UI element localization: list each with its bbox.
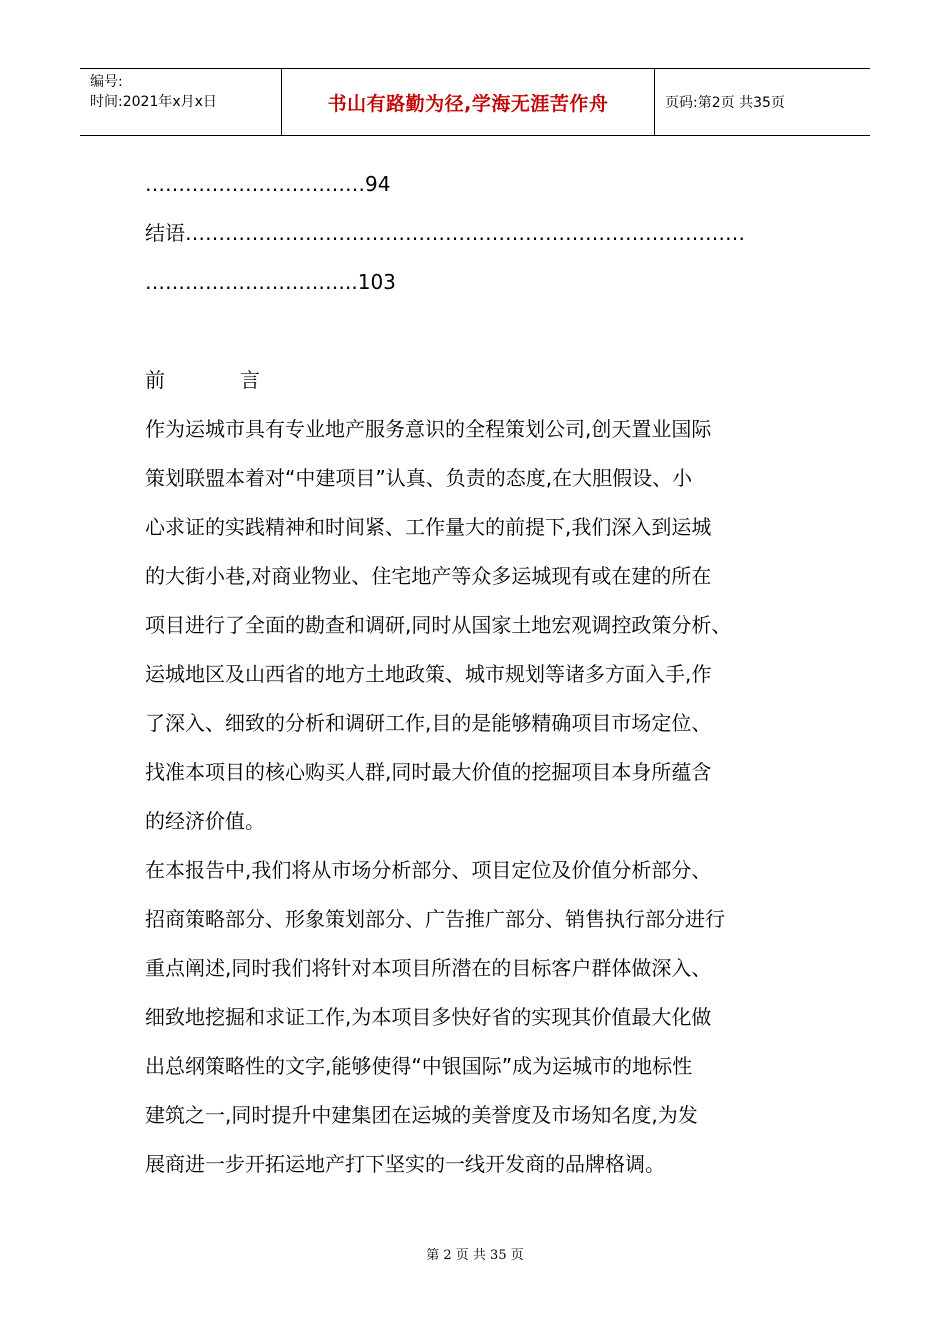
header-motto-cell bbox=[282, 69, 655, 135]
paragraph-line: 重点阐述,同时我们将针对本项目所潜在的目标客户群体做深入、 bbox=[145, 956, 712, 980]
paragraph-line: 了深入、细致的分析和调研工作,目的是能够精确项目市场定位、 bbox=[145, 711, 712, 735]
paragraph-line: 的大街小巷,对商业物业、住宅地产等众多运城现有或在建的所在 bbox=[145, 564, 712, 588]
page-footer: 第 2 页 共 35 页 bbox=[426, 1248, 524, 1263]
document-date-label: 时间:2021年x月x日 bbox=[90, 94, 217, 110]
page-body bbox=[145, 160, 825, 1189]
paragraph-line: 细致地挖掘和求证工作,为本项目多快好省的实现其价值最大化做 bbox=[145, 1005, 712, 1029]
header-table bbox=[80, 68, 870, 136]
paragraph-line: 出总纲策略性的文字,能够使得“中银国际”成为运城市的地标性 bbox=[145, 1054, 693, 1078]
paragraph-line: 策划联盟本着对“中建项目”认真、负责的态度,在大胆假设、小 bbox=[145, 466, 693, 490]
header-page-info: 页码:第2页 共35页 bbox=[665, 95, 785, 111]
paragraph-line: 找准本项目的核心购买人群,同时最大价值的挖掘项目本身所蕴含 bbox=[145, 760, 712, 784]
toc-line: …………………………..103 bbox=[145, 270, 396, 294]
paragraph-line: 作为运城市具有专业地产服务意识的全程策划公司,创天置业国际 bbox=[145, 417, 712, 441]
paragraph-line: 建筑之一,同时提升中建集团在运城的美誉度及市场知名度,为发 bbox=[145, 1103, 698, 1127]
toc-line: 结语………………………………………………………………………… bbox=[145, 221, 745, 245]
header-meta-cell bbox=[80, 69, 282, 135]
preface-heading bbox=[145, 356, 825, 405]
header-page-cell bbox=[655, 69, 870, 135]
paragraph-line: 展商进一步开拓运地产打下坚实的一线开发商的品牌格调。 bbox=[145, 1152, 665, 1176]
preface-heading-char: 前 bbox=[145, 368, 165, 392]
paragraph-line: 运城地区及山西省的地方土地政策、城市规划等诸多方面入手,作 bbox=[145, 662, 712, 686]
document-number-label: 编号: bbox=[90, 74, 123, 90]
paragraph-line: 的经济价值。 bbox=[145, 809, 265, 833]
preface-heading-char: 言 bbox=[240, 368, 260, 392]
paragraph-line: 项目进行了全面的勘查和调研,同时从国家土地宏观调控政策分析、 bbox=[145, 613, 732, 637]
spacer bbox=[145, 307, 825, 356]
paragraph-line: 招商策略部分、形象策划部分、广告推广部分、销售执行部分进行 bbox=[145, 907, 725, 931]
paragraph-line: 在本报告中,我们将从市场分析部分、项目定位及价值分析部分、 bbox=[145, 858, 712, 882]
toc-line: ……………………………94 bbox=[145, 172, 391, 196]
header-motto: 书山有路勤为径,学海无涯苦作舟 bbox=[327, 92, 609, 115]
paragraph-line: 心求证的实践精神和时间紧、工作量大的前提下,我们深入到运城 bbox=[145, 515, 712, 539]
